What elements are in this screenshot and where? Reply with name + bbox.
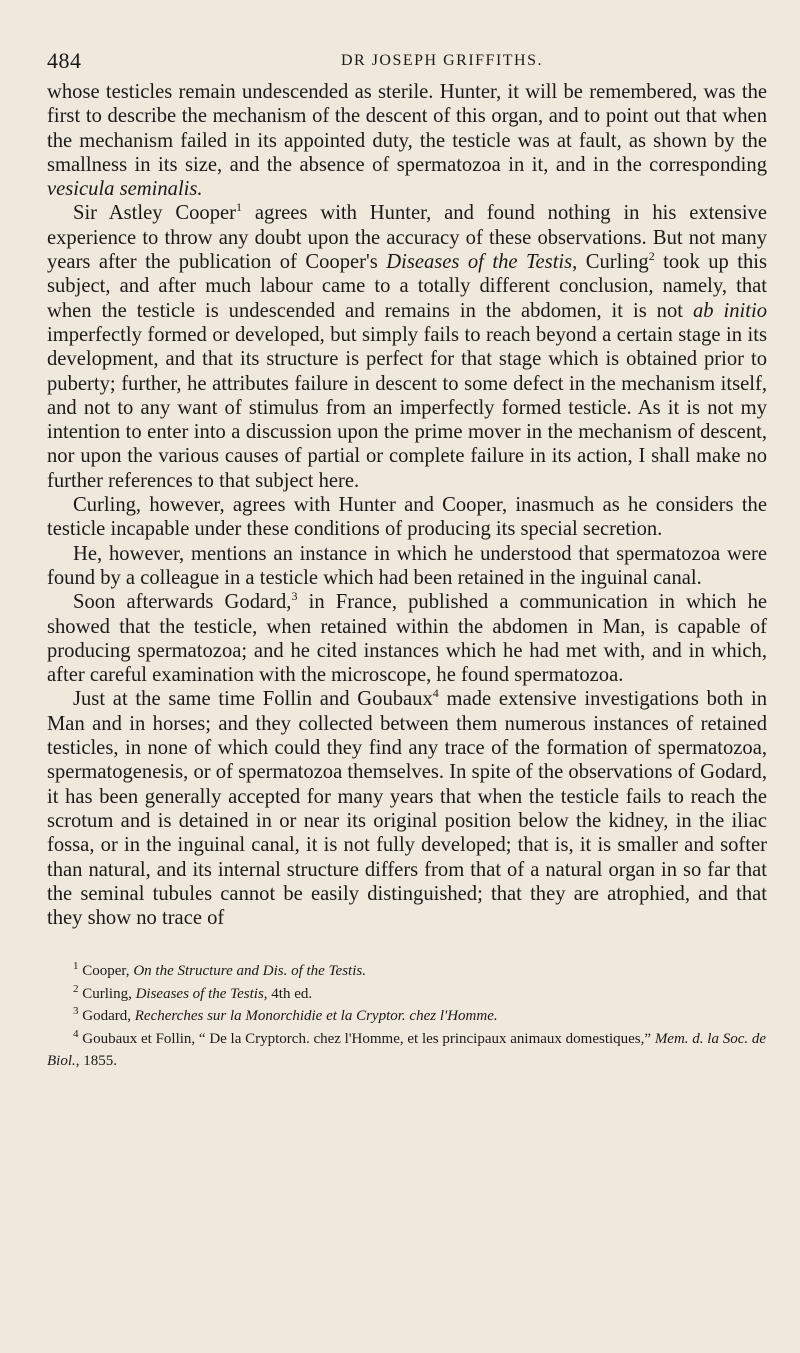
footnote-ref: 2	[648, 249, 655, 264]
footnote-ref: 3	[291, 589, 298, 604]
paragraph: He, however, mentions an instance in which he understood that spermatozoa were found by a colleague in a testicle which had been retained in the inguinal canal.	[47, 542, 767, 589]
page-number: 484	[47, 48, 82, 73]
footnotes	[47, 960, 767, 1073]
book-page	[47, 44, 767, 1073]
footnote: $^4$ Goubaux et Follin, “ De la Cryptorch. chez l'Homme, et les principaux animaux domestiques,” Mem. d. la Soc. de Biol., 1855.	[47, 1027, 767, 1070]
paragraph: Curling, however, agrees with Hunter and Cooper, inasmuch as he considers the testicle incapable under these conditions of producing its special secretion.	[47, 494, 767, 541]
footnote: $^1$ Cooper, On the Structure and Dis. of the Testis.	[73, 960, 366, 980]
paragraph: Soon afterwards Godard,$^3$ in France, published a communication in which he showed that the testicle, when retained within the abdomen in Man, is capable of producing spermatozoa; and he cited instances which he had met with, and in which, after careful examination with the microscope, he found spermatozoa.	[47, 589, 768, 687]
running-title: DR JOSEPH GRIFFITHS.	[340, 52, 544, 69]
footnote: $^3$ Godard, Recherches sur la Monorchidie et la Cryptor. chez l'Homme.	[73, 1005, 498, 1025]
paragraph: Just at the same time Follin and Goubaux$^4$ made extensive investigations both in Man and in horses; and they collected between them numerous instances of retained testicles, in none of which could they find any trace of the formation of spermatozoa, spermatogenesis, or of spermatozoa themselves. In spite of the observations of Godard, it has been generally accepted for many years that when the testicle fails to reach the scrotum and is detained in or near its original position below the kidney, in the iliac fossa, or in the inguinal canal, it is not fully developed; that is, it is smaller and softer than natural, and its internal structure differs from that of a natural organ in so far that the seminal tubules cannot be easily distinguished; that they are atrophied, and that they show no trace of	[47, 686, 767, 930]
body-text	[47, 80, 767, 930]
footnote: $^2$ Curling, Diseases of the Testis, 4th ed.	[73, 982, 313, 1002]
paragraph: whose testicles remain undescended as sterile. Hunter, it will be remembered, was the first to describe the mechanism of the descent of this organ, and to point out that when the mechanism failed in its appointed duty, the testicle was at fault, as shown by the smallness in its size, and the absence of spermatozoa in it, and in the corresponding vesicula seminalis.	[47, 81, 767, 201]
footnote-ref: 4	[432, 686, 439, 701]
footnote-ref: 1	[236, 200, 243, 215]
paragraph: Sir Astley Cooper$^1$ agrees with Hunter, and found nothing in his extensive experience to throw any doubt upon the accuracy of these observations. But not many years after the publication of Cooper's Diseases of the Testis, Curling$^2$ took up this subject, and after much labour came to a totally different conclusion, namely, that when the testicle is undescended and remains in the abdomen, it is not ab initio imperfectly formed or developed, but simply fails to reach beyond a certain stage in its development, and that its structure is perfect for that stage which is obtained prior to puberty; further, he attributes failure in descent to some defect in the mechanism itself, and not to any want of stimulus from an imperfectly formed testicle. As it is not my intention to enter into a discussion upon the prime mover in the mechanism of descent, nor upon the various causes of partial or complete failure in its action, I shall make no further references to that subject here.	[47, 200, 768, 492]
page-header	[47, 44, 767, 80]
